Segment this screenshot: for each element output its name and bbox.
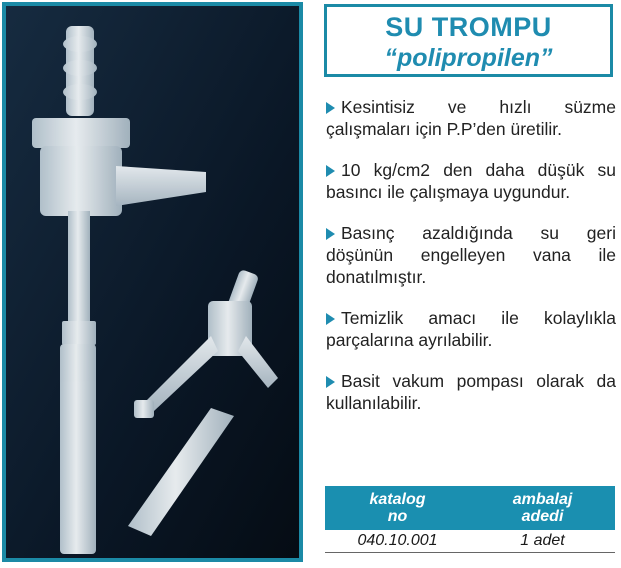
feature-item: Kesintisiz ve hızlı süzme çalışmaları için P.P’den üretilir. xyxy=(326,97,616,139)
title-box xyxy=(324,4,613,77)
arrow-right-icon xyxy=(326,102,335,114)
product-title: SU TROMPU xyxy=(385,12,552,42)
arrow-right-icon xyxy=(326,228,335,240)
product-photo xyxy=(2,2,303,562)
header-catalog-no: katalog no xyxy=(325,486,470,530)
feature-item: Basınç azaldığında su geri döşünün engelleyen vana ile donatılmıştır. xyxy=(326,223,616,287)
feature-item: 10 kg/cm2 den daha düşük su basıncı ile çalışmaya uygundur. xyxy=(326,160,616,202)
catalog-table xyxy=(325,486,615,553)
arrow-right-icon xyxy=(326,313,335,325)
feature-item: Basit vakum pompası olarak da kullanılabilir. xyxy=(326,371,616,413)
water-aspirator-illustration xyxy=(6,6,299,558)
table-row xyxy=(325,530,615,553)
product-material: “polipropilen” xyxy=(384,44,553,72)
arrow-right-icon xyxy=(326,376,335,388)
arrow-right-icon xyxy=(326,165,335,177)
package-count-cell: 1 adet xyxy=(470,530,615,553)
catalog-number-cell: 040.10.001 xyxy=(325,530,470,553)
table-header-row xyxy=(325,486,615,530)
feature-item: Temizlik amacı ile kolaylıkla parçalarına ayrılabilir. xyxy=(326,308,616,350)
header-package-count: ambalaj adedi xyxy=(470,486,615,530)
feature-list xyxy=(326,96,616,433)
